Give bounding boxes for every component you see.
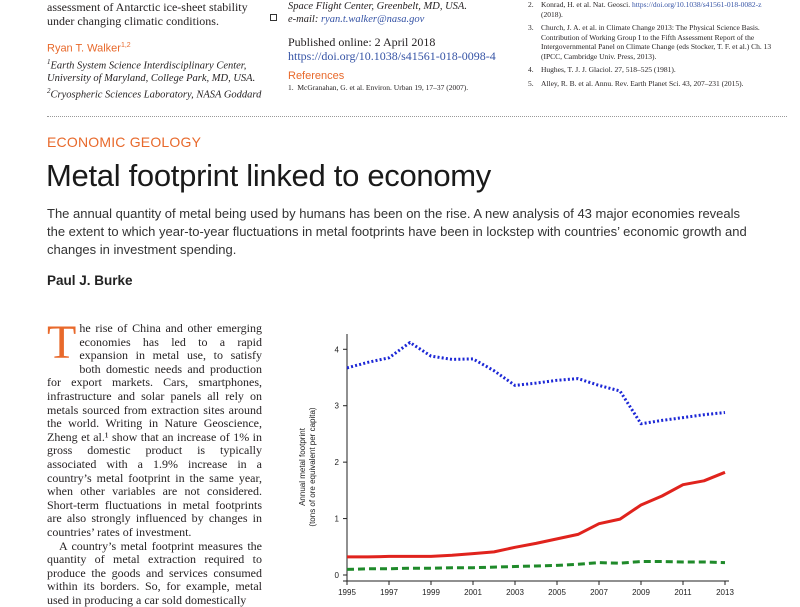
x-tick-label: 2007	[590, 588, 608, 597]
body-paragraph-2: A country’s metal footprint measures the quantity of metal extraction required to produce the goods and services consumed within its borders. So, for example, metal used in producing a car sold domestically	[47, 540, 262, 607]
email-line: e-mail: ryan.t.walker@nasa.gov	[288, 13, 508, 26]
y-axis-unit: (tons of ore equivalent per capita)	[308, 407, 317, 527]
x-tick-label: 1995	[338, 588, 356, 597]
y-tick-label: 2	[335, 458, 340, 467]
x-tick-label: 1997	[380, 588, 398, 597]
doi-link[interactable]: https://doi.org/10.1038/s41561-018-0098-4	[288, 49, 508, 63]
metal-footprint-chart	[285, 330, 755, 605]
series-line-solid	[347, 472, 725, 557]
references-heading: References	[288, 69, 508, 83]
series-line-dotted	[347, 343, 725, 424]
reference-list	[528, 0, 778, 92]
section-label: ECONOMIC GEOLOGY	[47, 134, 201, 150]
y-tick-label: 4	[335, 345, 340, 354]
article-body	[47, 322, 262, 607]
series-line-dashed	[347, 562, 725, 570]
y-tick-label: 1	[335, 515, 340, 524]
body-paragraph-1: The rise of China and other emerging economies has led to a rapid expansion in metal use, to satisfy both domestic needs and production for export markets. Cars, smartphones, infrastructure and solar panels all rely on metals sourced from extraction sites around the world. Writing in Nature Geoscience, Zheng et al.¹ show that an increase of 1% in gross domestic product is typically associated with a 1.9% increase in a country’s metal footprint in the same year, when other variables are not considered. Short-term fluctuations in metal footprints are also strongly influenced by changes in countries’ rates of investment.	[47, 322, 262, 540]
reference-4: 4. Hughes, T. J. J. Glaciol. 27, 518–525 (1981).	[528, 65, 778, 75]
previous-author: Ryan T. Walker$^{1,2}$	[47, 39, 267, 56]
chart-series	[347, 343, 725, 570]
reference-1: 1. McGranahan, G. et al. Environ. Urban 19, 17–37 (2007).	[288, 83, 508, 93]
end-mark-icon	[270, 14, 277, 21]
reference-2: 2. Konrad, H. et al. Nat. Geosci. https://doi.org/10.1038/s41561-018-0082-z (2018).	[528, 0, 778, 19]
article-title: Metal footprint linked to economy	[46, 158, 491, 194]
section-divider	[47, 116, 787, 117]
affiliation-1: $^1$Earth System Science Interdisciplinary Center, University of Maryland, College Park, MD, USA.	[47, 56, 267, 86]
x-tick-label: 2009	[632, 588, 650, 597]
x-tick-label: 2013	[716, 588, 734, 597]
published-date: Published online: 2 April 2018	[288, 35, 508, 49]
previous-article-meta	[288, 0, 508, 93]
x-tick-label: 2003	[506, 588, 524, 597]
previous-article-end	[47, 0, 267, 102]
y-tick-label: 3	[335, 402, 340, 411]
x-tick-label: 2005	[548, 588, 566, 597]
y-tick-label: 0	[335, 571, 340, 580]
x-tick-label: 1999	[422, 588, 440, 597]
reference-3: 3. Church, J. A. et al. in Climate Change 2013: The Physical Science Basis. Contribution of Working Group I to the Fifth Assessment Report of the Intergovernmental Panel on Climate Change (eds Stocker, T. F. et al.) Ch. 13 (IPCC, Cambridge Univ. Press, 2013).	[528, 23, 778, 61]
affiliation-cont: Space Flight Center, Greenbelt, MD, USA.	[288, 0, 508, 13]
reference-2-link[interactable]: https://doi.org/10.1038/s41561-018-0082-z	[632, 0, 761, 9]
y-axis-label: Annual metal footprint	[298, 427, 307, 506]
x-tick-label: 2001	[464, 588, 482, 597]
affiliation-2: $^2$Cryospheric Sciences Laboratory, NASA Goddard	[47, 85, 267, 102]
previous-article-text: assessment of Antarctic ice-sheet stability under changing climatic conditions.	[47, 0, 248, 28]
reference-5: 5. Alley, R. B. et al. Annu. Rev. Earth Planet Sci. 43, 207–231 (2015).	[528, 79, 778, 89]
drop-cap: T	[47, 323, 76, 363]
article-standfirst: The annual quantity of metal being used by humans has been on the rise. A new analysis of 43 major economies reveals the extent to which year-to-year fluctuations in metal footprints have been in lockstep with countries’ economic growth and changes in investment spending.	[47, 205, 747, 259]
article-author: Paul J. Burke	[47, 273, 133, 288]
x-tick-label: 2011	[674, 588, 692, 597]
email-link[interactable]: ryan.t.walker@nasa.gov	[321, 14, 424, 25]
